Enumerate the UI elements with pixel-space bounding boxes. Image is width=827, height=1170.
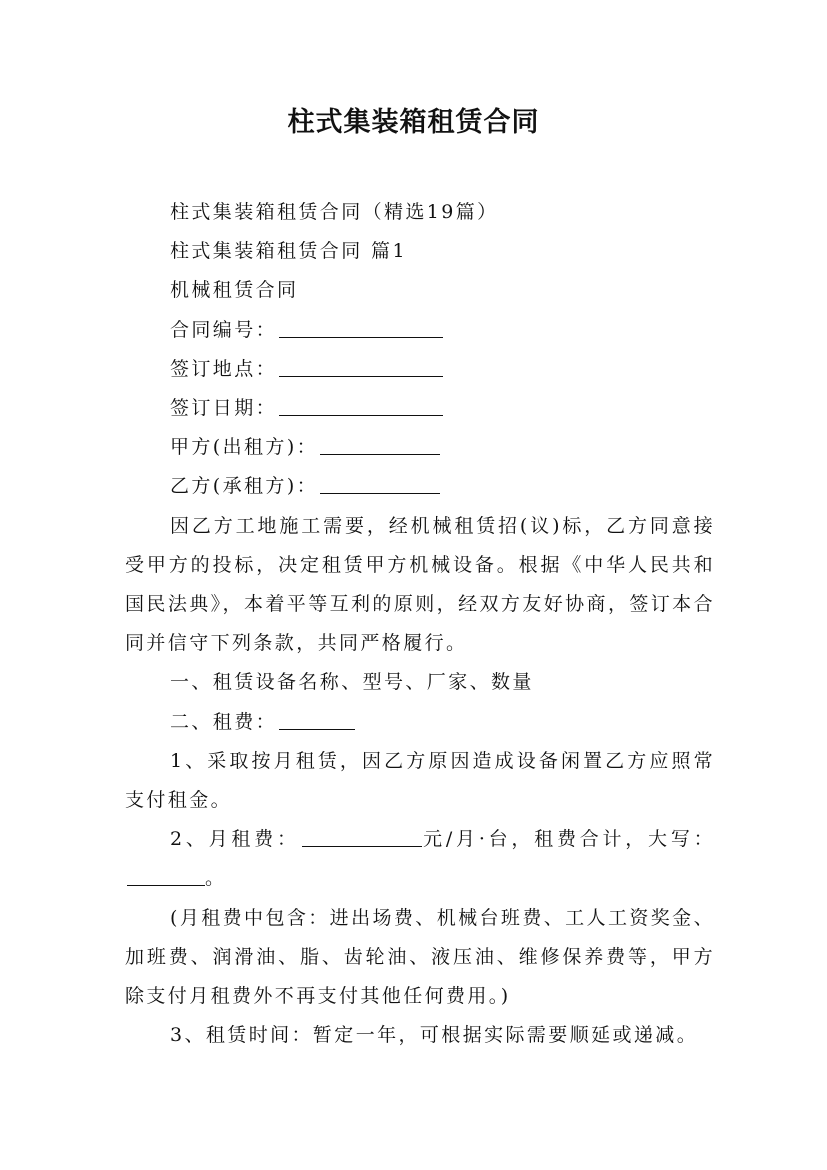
sign-date-line xyxy=(125,389,715,428)
document-title: 柱式集装箱租赁合同 xyxy=(287,107,540,138)
item-3-paragraph: 3、租赁时间：暂定一年，可根据实际需要顺延或递减。 xyxy=(170,1024,699,1047)
sign-place-line xyxy=(125,350,715,389)
sign-date-label: 签订日期： xyxy=(170,397,278,420)
party-a-blank xyxy=(320,435,440,455)
contract-number-label: 合同编号： xyxy=(170,318,278,341)
party-b-label: 乙方(承租方)： xyxy=(170,475,319,498)
document-body xyxy=(125,193,715,1055)
sign-place-blank xyxy=(279,357,443,377)
item-1-paragraph: 1、采取按月租赁，因乙方原因造成设备闲置乙方应照常支付租金。 xyxy=(125,749,715,812)
sign-date-blank xyxy=(279,396,443,416)
contract-name: 机械租赁合同 xyxy=(170,279,299,302)
section-two-line xyxy=(125,703,715,742)
party-b-line xyxy=(125,467,715,506)
total-in-words-blank xyxy=(127,866,205,886)
item-2-unit: 元/月·台，租费合计，大写： xyxy=(421,828,715,851)
party-a-label: 甲方(出租方)： xyxy=(170,436,319,459)
item-2-end: 。 xyxy=(205,867,227,890)
section-two-label: 二、租费： xyxy=(170,710,278,733)
note-paragraph: (月租费中包含：进出场费、机械台班费、工人工资奖金、加班费、润滑油、脂、齿轮油、液压油、维修保养费等，甲方除支付月租费外不再支付其他任何费用。) xyxy=(125,906,715,1008)
subtitle-line: 柱式集装箱租赁合同（精选19篇） xyxy=(170,201,499,223)
party-a-line xyxy=(125,428,715,467)
monthly-rent-blank xyxy=(302,827,422,847)
item-2-label: 2、月租费： xyxy=(170,828,300,851)
contract-number-blank xyxy=(279,318,443,338)
piece-heading: 柱式集装箱租赁合同 篇1 xyxy=(170,240,407,263)
item-2-paragraph xyxy=(125,820,715,898)
contract-number-line xyxy=(125,311,715,350)
rent-blank xyxy=(279,710,355,730)
section-one: 一、租赁设备名称、型号、厂家、数量 xyxy=(170,671,534,694)
intro-paragraph: 因乙方工地施工需要，经机械租赁招(议)标，乙方同意接受甲方的投标，决定租赁甲方机械设备。根据《中华人民共和国民法典》，本着平等互利的原则，经双方友好协商，签订本合同并信守下列条款，共同严格履行。 xyxy=(125,514,715,655)
sign-place-label: 签订地点： xyxy=(170,357,278,380)
party-b-blank xyxy=(320,474,440,494)
